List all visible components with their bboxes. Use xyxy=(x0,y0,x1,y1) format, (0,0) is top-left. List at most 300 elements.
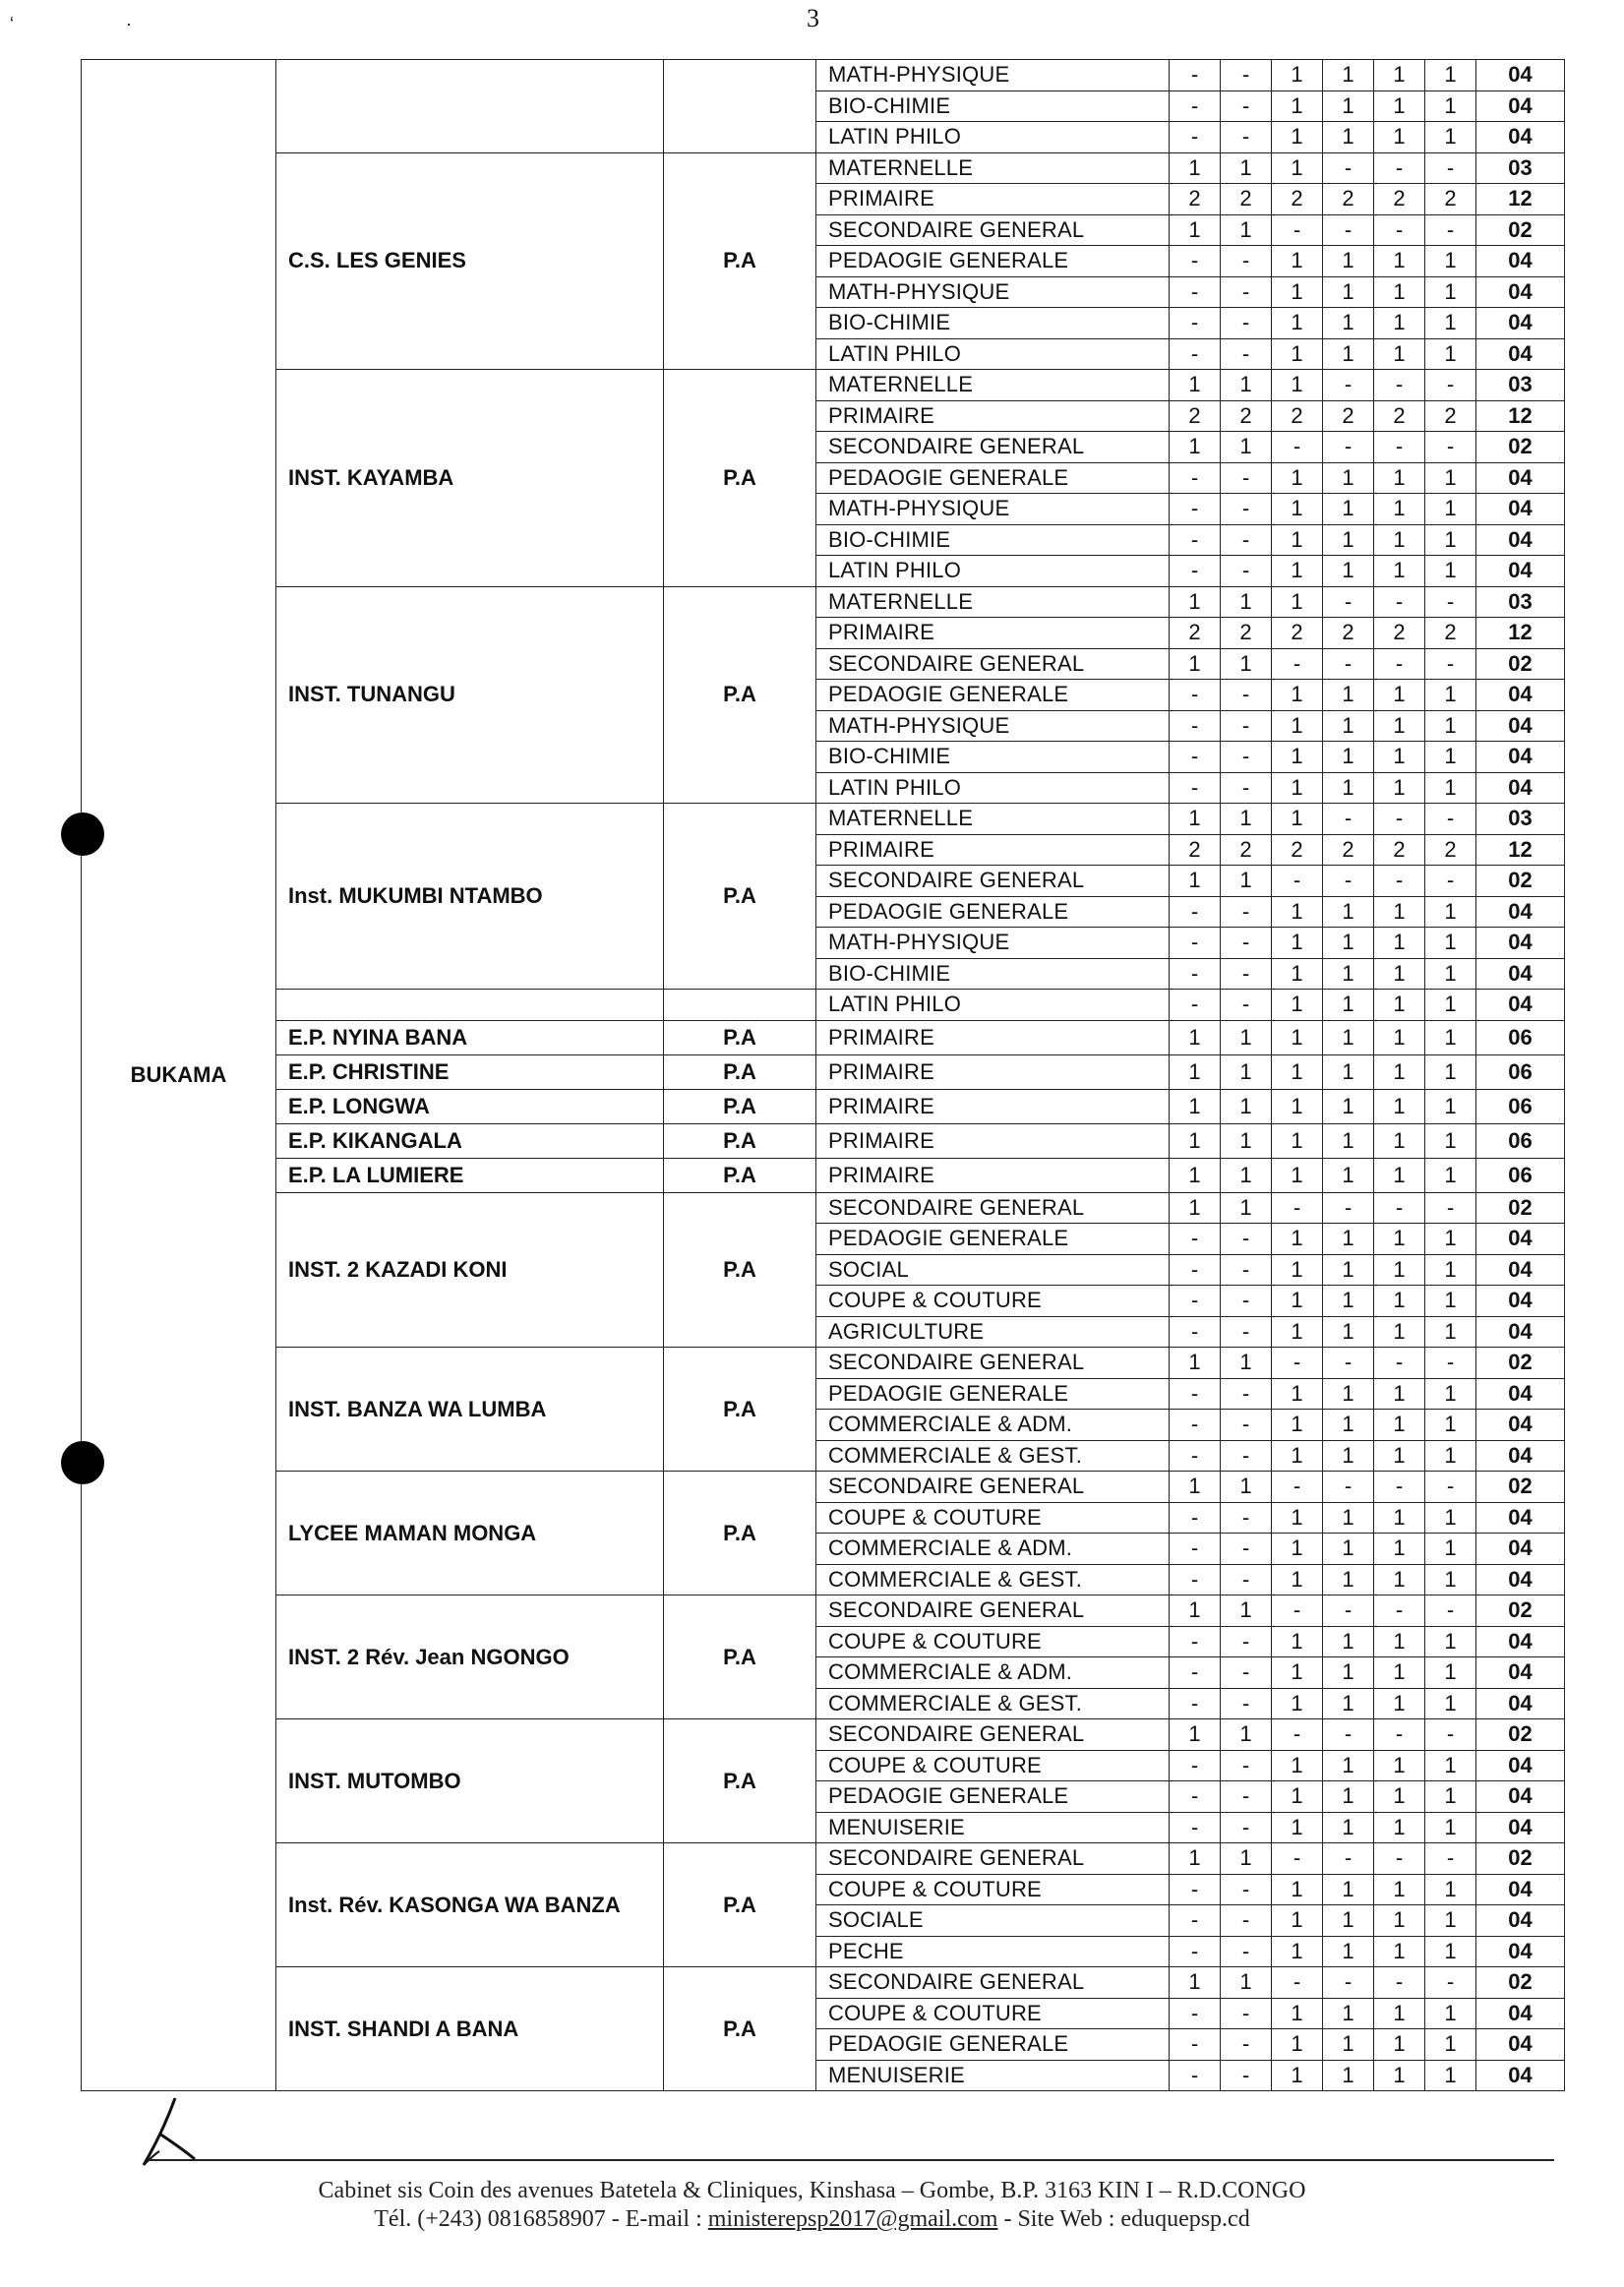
schools-table-body xyxy=(82,60,1565,2091)
class-count-cell: - xyxy=(1323,432,1374,463)
option-cell: PRIMAIRE xyxy=(816,1054,1170,1089)
class-count-cell: 1 xyxy=(1323,1781,1374,1813)
class-count-cell: 1 xyxy=(1374,1089,1425,1123)
footer-phone: Tél. (+243) 0816858907 - E-mail : xyxy=(374,2206,708,2232)
total-cell: 04 xyxy=(1476,1564,1565,1595)
class-count-cell: 1 xyxy=(1374,90,1425,122)
option-cell: PEDAOGIE GENERALE xyxy=(816,2029,1170,2061)
total-cell: 02 xyxy=(1476,432,1565,463)
statut-cell: P.A xyxy=(664,1719,816,1843)
class-count-cell: 1 xyxy=(1374,1936,1425,1967)
class-count-cell: 1 xyxy=(1425,772,1476,804)
class-count-cell: 1 xyxy=(1323,2029,1374,2061)
option-cell: SECONDAIRE GENERAL xyxy=(816,1348,1170,1379)
class-count-cell: 1 xyxy=(1272,122,1323,153)
class-count-cell: - xyxy=(1221,1316,1272,1348)
class-count-cell: 1 xyxy=(1425,1123,1476,1158)
class-count-cell: 2 xyxy=(1425,184,1476,215)
school-name-cell: C.S. LES GENIES xyxy=(276,152,664,370)
class-count-cell: - xyxy=(1221,1410,1272,1441)
option-cell: MATH-PHYSIQUE xyxy=(816,710,1170,742)
class-count-cell: - xyxy=(1221,958,1272,990)
option-cell: SECONDAIRE GENERAL xyxy=(816,214,1170,246)
class-count-cell: 1 xyxy=(1374,1378,1425,1410)
class-count-cell: - xyxy=(1221,462,1272,494)
option-cell: COUPE & COUTURE xyxy=(816,1626,1170,1657)
class-count-cell: 1 xyxy=(1425,710,1476,742)
class-count-cell: - xyxy=(1221,680,1272,711)
class-count-cell: 1 xyxy=(1323,1254,1374,1286)
table-row xyxy=(82,1967,1565,1999)
class-count-cell: 1 xyxy=(1221,648,1272,680)
class-count-cell: 1 xyxy=(1272,1998,1323,2029)
class-count-cell: 1 xyxy=(1374,1224,1425,1255)
class-count-cell: 2 xyxy=(1170,618,1221,649)
class-count-cell: - xyxy=(1323,152,1374,184)
total-cell: 06 xyxy=(1476,1089,1565,1123)
class-count-cell: 1 xyxy=(1374,928,1425,959)
table-row xyxy=(82,1595,1565,1627)
class-count-cell: - xyxy=(1221,276,1272,308)
class-count-cell: - xyxy=(1221,338,1272,370)
class-count-cell: 1 xyxy=(1374,494,1425,525)
class-count-cell: - xyxy=(1323,1595,1374,1627)
total-cell: 03 xyxy=(1476,586,1565,618)
class-count-cell: 2 xyxy=(1170,400,1221,432)
class-count-cell: 1 xyxy=(1170,1967,1221,1999)
school-name-cell: E.P. LONGWA xyxy=(276,1089,664,1123)
class-count-cell: 1 xyxy=(1425,1874,1476,1905)
class-count-cell: 1 xyxy=(1374,462,1425,494)
class-count-cell: 1 xyxy=(1170,432,1221,463)
class-count-cell: - xyxy=(1374,1472,1425,1503)
statut-cell xyxy=(664,990,816,1021)
class-count-cell: 1 xyxy=(1425,1905,1476,1937)
class-count-cell: 1 xyxy=(1425,1410,1476,1441)
class-count-cell: 1 xyxy=(1272,1089,1323,1123)
class-count-cell: 1 xyxy=(1374,2060,1425,2091)
signature-mark xyxy=(138,2090,216,2169)
option-cell: BIO-CHIMIE xyxy=(816,308,1170,339)
class-count-cell: 1 xyxy=(1374,276,1425,308)
option-cell: BIO-CHIMIE xyxy=(816,524,1170,556)
class-count-cell: 1 xyxy=(1425,1657,1476,1689)
class-count-cell: 1 xyxy=(1272,680,1323,711)
class-count-cell: - xyxy=(1221,1936,1272,1967)
class-count-cell: - xyxy=(1425,648,1476,680)
option-cell: COMMERCIALE & GEST. xyxy=(816,1440,1170,1472)
class-count-cell: 1 xyxy=(1425,1564,1476,1595)
class-count-cell: 1 xyxy=(1374,1626,1425,1657)
class-count-cell: 1 xyxy=(1323,308,1374,339)
class-count-cell: - xyxy=(1425,866,1476,897)
class-count-cell: 1 xyxy=(1170,1843,1221,1875)
class-count-cell: 1 xyxy=(1170,586,1221,618)
class-count-cell: - xyxy=(1170,1936,1221,1967)
total-cell: 04 xyxy=(1476,338,1565,370)
class-count-cell: 1 xyxy=(1374,896,1425,928)
class-count-cell: - xyxy=(1170,1998,1221,2029)
class-count-cell: 1 xyxy=(1374,1440,1425,1472)
class-count-cell: 1 xyxy=(1221,1054,1272,1089)
class-count-cell: 1 xyxy=(1272,246,1323,277)
class-count-cell: 1 xyxy=(1272,928,1323,959)
option-cell: BIO-CHIMIE xyxy=(816,958,1170,990)
class-count-cell: 1 xyxy=(1425,1089,1476,1123)
option-cell: MATH-PHYSIQUE xyxy=(816,928,1170,959)
total-cell: 04 xyxy=(1476,772,1565,804)
statut-cell: P.A xyxy=(664,1595,816,1719)
class-count-cell: 1 xyxy=(1272,370,1323,401)
school-name-cell: INST. 2 Rév. Jean NGONGO xyxy=(276,1595,664,1719)
class-count-cell: 1 xyxy=(1374,246,1425,277)
class-count-cell: 1 xyxy=(1374,308,1425,339)
class-count-cell: - xyxy=(1425,586,1476,618)
class-count-cell: 1 xyxy=(1425,680,1476,711)
class-count-cell: - xyxy=(1221,1534,1272,1565)
option-cell: COMMERCIALE & GEST. xyxy=(816,1564,1170,1595)
class-count-cell: 1 xyxy=(1425,1502,1476,1534)
class-count-cell: - xyxy=(1374,214,1425,246)
option-cell: PRIMAIRE xyxy=(816,1089,1170,1123)
class-count-cell: 1 xyxy=(1323,680,1374,711)
footer-address: Cabinet sis Coin des avenues Batetela & Cliniques, Kinshasa – Gombe, B.P. 3163 KIN I – R.D.CONGO xyxy=(318,2178,1306,2203)
scan-mark: · xyxy=(126,14,132,33)
class-count-cell: 1 xyxy=(1323,556,1374,587)
statut-cell: P.A xyxy=(664,1967,816,2091)
class-count-cell: - xyxy=(1374,866,1425,897)
option-cell: COUPE & COUTURE xyxy=(816,1286,1170,1317)
class-count-cell: - xyxy=(1221,990,1272,1021)
class-count-cell: - xyxy=(1221,90,1272,122)
class-count-cell: 1 xyxy=(1374,1123,1425,1158)
option-cell: PRIMAIRE xyxy=(816,834,1170,866)
class-count-cell: 1 xyxy=(1374,1564,1425,1595)
class-count-cell: 1 xyxy=(1272,1410,1323,1441)
class-count-cell: 1 xyxy=(1221,1192,1272,1224)
class-count-cell: - xyxy=(1170,1750,1221,1781)
class-count-cell: 2 xyxy=(1323,834,1374,866)
table-row xyxy=(82,1719,1565,1751)
class-count-cell: 1 xyxy=(1323,462,1374,494)
option-cell: SECONDAIRE GENERAL xyxy=(816,866,1170,897)
class-count-cell: - xyxy=(1425,1843,1476,1875)
class-count-cell: 2 xyxy=(1425,400,1476,432)
class-count-cell: 1 xyxy=(1221,214,1272,246)
total-cell: 04 xyxy=(1476,1626,1565,1657)
option-cell: SECONDAIRE GENERAL xyxy=(816,1719,1170,1751)
total-cell: 04 xyxy=(1476,524,1565,556)
school-name-cell xyxy=(276,60,664,153)
class-count-cell: 1 xyxy=(1272,1626,1323,1657)
total-cell: 06 xyxy=(1476,1054,1565,1089)
school-name-cell: E.P. KIKANGALA xyxy=(276,1123,664,1158)
class-count-cell: - xyxy=(1221,772,1272,804)
class-count-cell: - xyxy=(1323,804,1374,835)
class-count-cell: 1 xyxy=(1272,1316,1323,1348)
class-count-cell: 1 xyxy=(1374,1054,1425,1089)
class-count-cell: - xyxy=(1170,1626,1221,1657)
class-count-cell: 1 xyxy=(1323,742,1374,773)
class-count-cell: 1 xyxy=(1374,990,1425,1021)
total-cell: 04 xyxy=(1476,1316,1565,1348)
total-cell: 04 xyxy=(1476,896,1565,928)
table-row xyxy=(82,1472,1565,1503)
class-count-cell: - xyxy=(1323,866,1374,897)
class-count-cell: - xyxy=(1221,1502,1272,1534)
total-cell: 04 xyxy=(1476,1874,1565,1905)
option-cell: BIO-CHIMIE xyxy=(816,90,1170,122)
class-count-cell: 1 xyxy=(1170,370,1221,401)
school-name-cell: E.P. NYINA BANA xyxy=(276,1020,664,1054)
class-count-cell: 1 xyxy=(1425,928,1476,959)
class-count-cell: - xyxy=(1221,1224,1272,1255)
class-count-cell: - xyxy=(1221,1874,1272,1905)
class-count-cell: 1 xyxy=(1272,804,1323,835)
total-cell: 04 xyxy=(1476,1286,1565,1317)
total-cell: 04 xyxy=(1476,742,1565,773)
class-count-cell: - xyxy=(1221,60,1272,91)
class-count-cell: 1 xyxy=(1374,958,1425,990)
class-count-cell: 1 xyxy=(1323,772,1374,804)
class-count-cell: - xyxy=(1425,1595,1476,1627)
class-count-cell: 1 xyxy=(1323,524,1374,556)
class-count-cell: 1 xyxy=(1272,1905,1323,1937)
school-name-cell: INST. MUTOMBO xyxy=(276,1719,664,1843)
option-cell: SECONDAIRE GENERAL xyxy=(816,648,1170,680)
option-cell: COUPE & COUTURE xyxy=(816,1502,1170,1534)
total-cell: 03 xyxy=(1476,804,1565,835)
table-row xyxy=(82,1192,1565,1224)
option-cell: MATH-PHYSIQUE xyxy=(816,494,1170,525)
class-count-cell: - xyxy=(1323,1192,1374,1224)
total-cell: 04 xyxy=(1476,928,1565,959)
class-count-cell: 1 xyxy=(1323,1812,1374,1843)
table-row xyxy=(82,1054,1565,1089)
class-count-cell: - xyxy=(1170,1440,1221,1472)
class-count-cell: - xyxy=(1272,1595,1323,1627)
class-count-cell: 1 xyxy=(1221,1595,1272,1627)
class-count-cell: - xyxy=(1221,710,1272,742)
class-count-cell: 1 xyxy=(1425,1534,1476,1565)
class-count-cell: 1 xyxy=(1221,1719,1272,1751)
class-count-cell: - xyxy=(1221,494,1272,525)
table-row xyxy=(82,1158,1565,1192)
class-count-cell: - xyxy=(1272,1192,1323,1224)
statut-cell: P.A xyxy=(664,1054,816,1089)
option-cell: COMMERCIALE & ADM. xyxy=(816,1534,1170,1565)
class-count-cell: 2 xyxy=(1374,184,1425,215)
class-count-cell: 1 xyxy=(1272,2029,1323,2061)
class-count-cell: 1 xyxy=(1272,462,1323,494)
option-cell: LATIN PHILO xyxy=(816,990,1170,1021)
class-count-cell: 1 xyxy=(1323,2060,1374,2091)
punch-hole xyxy=(61,812,104,856)
class-count-cell: - xyxy=(1170,1905,1221,1937)
class-count-cell: - xyxy=(1170,1224,1221,1255)
option-cell: SECONDAIRE GENERAL xyxy=(816,1192,1170,1224)
option-cell: PRIMAIRE xyxy=(816,184,1170,215)
school-name-cell xyxy=(276,990,664,1021)
statut-cell: P.A xyxy=(664,1843,816,1967)
class-count-cell: 1 xyxy=(1374,122,1425,153)
option-cell: BIO-CHIMIE xyxy=(816,742,1170,773)
class-count-cell: - xyxy=(1425,1348,1476,1379)
class-count-cell: 2 xyxy=(1323,618,1374,649)
class-count-cell: - xyxy=(1170,276,1221,308)
class-count-cell: 1 xyxy=(1323,1020,1374,1054)
class-count-cell: 1 xyxy=(1374,524,1425,556)
class-count-cell: 1 xyxy=(1272,1378,1323,1410)
class-count-cell: 1 xyxy=(1272,1688,1323,1719)
class-count-cell: 1 xyxy=(1170,1123,1221,1158)
class-count-cell: - xyxy=(1272,1472,1323,1503)
class-count-cell: 1 xyxy=(1272,1502,1323,1534)
class-count-cell: 1 xyxy=(1323,1316,1374,1348)
class-count-cell: 1 xyxy=(1323,1936,1374,1967)
class-count-cell: 1 xyxy=(1272,710,1323,742)
class-count-cell: 1 xyxy=(1170,1472,1221,1503)
option-cell: SOCIAL xyxy=(816,1254,1170,1286)
class-count-cell: 1 xyxy=(1374,60,1425,91)
total-cell: 02 xyxy=(1476,648,1565,680)
class-count-cell: 1 xyxy=(1323,1224,1374,1255)
total-cell: 12 xyxy=(1476,834,1565,866)
class-count-cell: 1 xyxy=(1323,122,1374,153)
class-count-cell: - xyxy=(1170,928,1221,959)
total-cell: 02 xyxy=(1476,1719,1565,1751)
option-cell: AGRICULTURE xyxy=(816,1316,1170,1348)
class-count-cell: 2 xyxy=(1221,184,1272,215)
class-count-cell: 1 xyxy=(1425,556,1476,587)
option-cell: MATH-PHYSIQUE xyxy=(816,276,1170,308)
class-count-cell: 1 xyxy=(1425,1286,1476,1317)
class-count-cell: 2 xyxy=(1323,400,1374,432)
class-count-cell: - xyxy=(1170,494,1221,525)
class-count-cell: 1 xyxy=(1272,1440,1323,1472)
class-count-cell: 2 xyxy=(1170,184,1221,215)
class-count-cell: - xyxy=(1170,958,1221,990)
class-count-cell: 2 xyxy=(1323,184,1374,215)
class-count-cell: 1 xyxy=(1374,1410,1425,1441)
class-count-cell: 2 xyxy=(1272,618,1323,649)
class-count-cell: 1 xyxy=(1374,1502,1425,1534)
class-count-cell: 1 xyxy=(1425,1750,1476,1781)
class-count-cell: - xyxy=(1170,1378,1221,1410)
class-count-cell: 1 xyxy=(1374,1020,1425,1054)
footer-email-link[interactable]: ministerepsp2017@gmail.com xyxy=(707,2206,998,2232)
total-cell: 04 xyxy=(1476,1781,1565,1813)
table-row xyxy=(82,1123,1565,1158)
total-cell: 04 xyxy=(1476,1905,1565,1937)
class-count-cell: - xyxy=(1323,1719,1374,1751)
option-cell: SECONDAIRE GENERAL xyxy=(816,1595,1170,1627)
class-count-cell: 1 xyxy=(1323,246,1374,277)
total-cell: 04 xyxy=(1476,958,1565,990)
class-count-cell: 1 xyxy=(1323,958,1374,990)
class-count-cell: 1 xyxy=(1272,152,1323,184)
class-count-cell: 2 xyxy=(1374,834,1425,866)
class-count-cell: 1 xyxy=(1425,246,1476,277)
class-count-cell: - xyxy=(1221,742,1272,773)
option-cell: PEDAOGIE GENERALE xyxy=(816,680,1170,711)
class-count-cell: 2 xyxy=(1272,184,1323,215)
class-count-cell: 1 xyxy=(1221,1089,1272,1123)
class-count-cell: - xyxy=(1374,152,1425,184)
class-count-cell: 1 xyxy=(1221,1843,1272,1875)
total-cell: 02 xyxy=(1476,1472,1565,1503)
class-count-cell: 1 xyxy=(1425,2060,1476,2091)
class-count-cell: 1 xyxy=(1323,1750,1374,1781)
class-count-cell: 1 xyxy=(1221,1158,1272,1192)
class-count-cell: - xyxy=(1221,1657,1272,1689)
class-count-cell: 1 xyxy=(1323,1286,1374,1317)
class-count-cell: 1 xyxy=(1425,60,1476,91)
class-count-cell: - xyxy=(1170,742,1221,773)
class-count-cell: 1 xyxy=(1323,1534,1374,1565)
class-count-cell: - xyxy=(1170,2029,1221,2061)
option-cell: MATERNELLE xyxy=(816,586,1170,618)
class-count-cell: 1 xyxy=(1272,1874,1323,1905)
class-count-cell: 1 xyxy=(1272,1936,1323,1967)
class-count-cell: - xyxy=(1221,1378,1272,1410)
total-cell: 12 xyxy=(1476,400,1565,432)
option-cell: MATH-PHYSIQUE xyxy=(816,60,1170,91)
statut-cell: P.A xyxy=(664,586,816,804)
option-cell: PEDAOGIE GENERALE xyxy=(816,462,1170,494)
class-count-cell: 1 xyxy=(1221,586,1272,618)
option-cell: PRIMAIRE xyxy=(816,1123,1170,1158)
option-cell: PEDAOGIE GENERALE xyxy=(816,1378,1170,1410)
class-count-cell: 1 xyxy=(1374,1874,1425,1905)
class-count-cell: 1 xyxy=(1323,338,1374,370)
class-count-cell: - xyxy=(1170,896,1221,928)
option-cell: PRIMAIRE xyxy=(816,400,1170,432)
class-count-cell: - xyxy=(1272,1719,1323,1751)
class-count-cell: 1 xyxy=(1323,1054,1374,1089)
class-count-cell: - xyxy=(1323,1348,1374,1379)
class-count-cell: 1 xyxy=(1323,1905,1374,1937)
class-count-cell: 1 xyxy=(1425,896,1476,928)
class-count-cell: 1 xyxy=(1425,1812,1476,1843)
option-cell: MATERNELLE xyxy=(816,370,1170,401)
class-count-cell: 1 xyxy=(1374,1812,1425,1843)
class-count-cell: 1 xyxy=(1272,958,1323,990)
class-count-cell: - xyxy=(1170,1410,1221,1441)
class-count-cell: 1 xyxy=(1374,2029,1425,2061)
option-cell: SOCIALE xyxy=(816,1905,1170,1937)
option-cell: MATERNELLE xyxy=(816,152,1170,184)
class-count-cell: - xyxy=(1221,1905,1272,1937)
class-count-cell: 2 xyxy=(1272,400,1323,432)
school-name-cell: Inst. MUKUMBI NTAMBO xyxy=(276,804,664,990)
class-count-cell: 1 xyxy=(1374,1781,1425,1813)
class-count-cell: 1 xyxy=(1425,462,1476,494)
class-count-cell: - xyxy=(1272,1348,1323,1379)
class-count-cell: 1 xyxy=(1323,1440,1374,1472)
class-count-cell: - xyxy=(1170,1286,1221,1317)
class-count-cell: 1 xyxy=(1374,338,1425,370)
class-count-cell: 1 xyxy=(1272,1564,1323,1595)
class-count-cell: - xyxy=(1170,1316,1221,1348)
class-count-cell: - xyxy=(1170,1874,1221,1905)
class-count-cell: 1 xyxy=(1425,742,1476,773)
class-count-cell: 1 xyxy=(1272,556,1323,587)
class-count-cell: 1 xyxy=(1323,90,1374,122)
class-count-cell: 1 xyxy=(1170,804,1221,835)
class-count-cell: 1 xyxy=(1170,1089,1221,1123)
class-count-cell: 1 xyxy=(1272,1123,1323,1158)
